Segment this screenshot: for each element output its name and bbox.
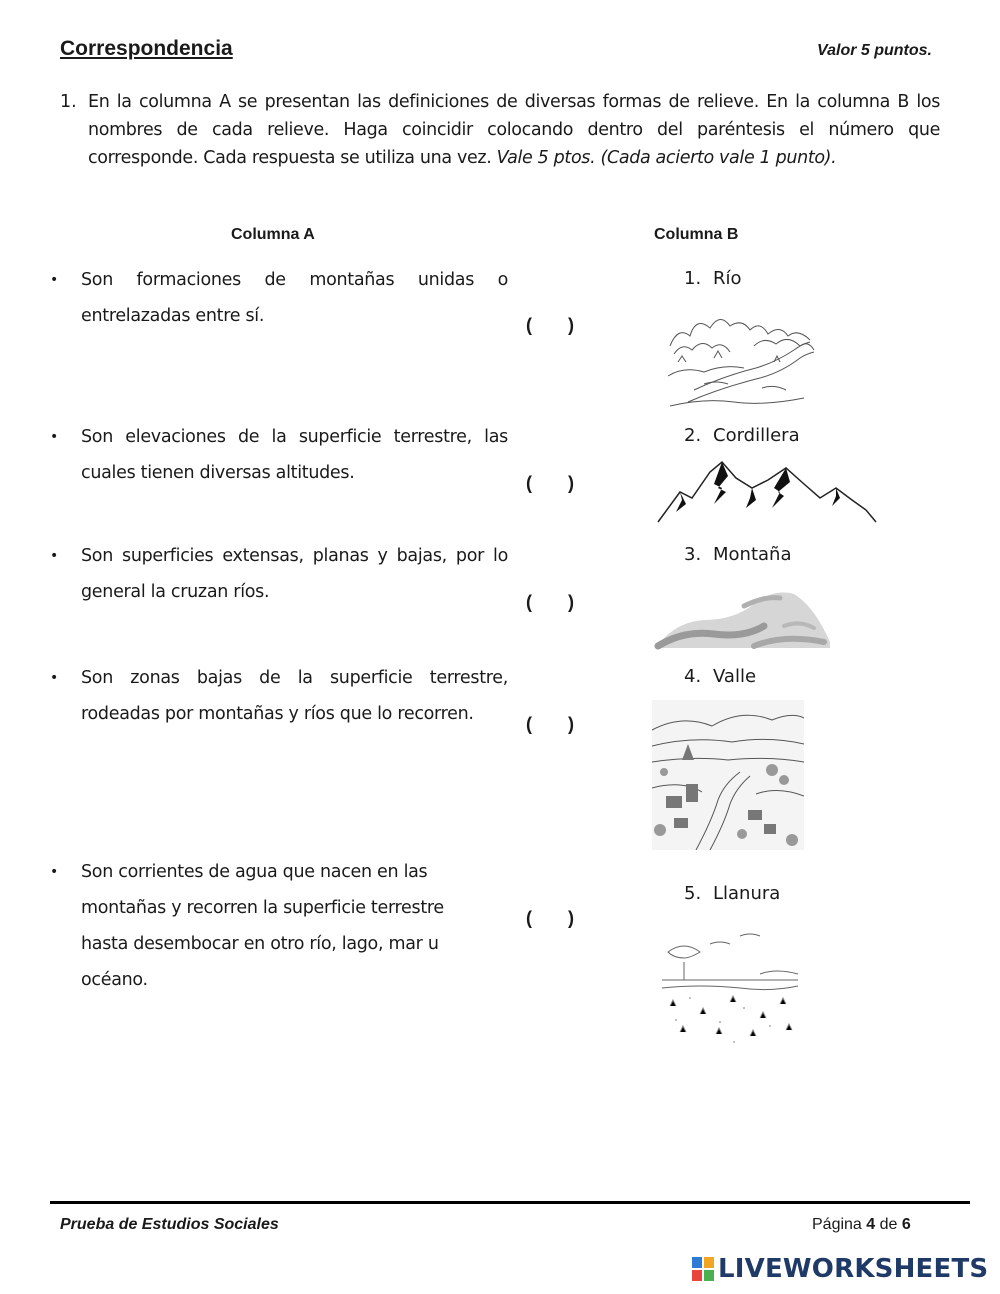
page-number: Página 4 de 6 — [812, 1216, 911, 1233]
definition-item — [50, 538, 508, 610]
answer-blank[interactable]: ( ) — [526, 714, 574, 734]
mountain-illustration — [654, 586, 832, 652]
definition-text: Son elevaciones de la superficie terrestre, las cuales tienen diversas altitudes. — [81, 427, 508, 483]
logo-icon — [692, 1257, 714, 1281]
definition-item — [50, 419, 508, 491]
liveworksheets-logo[interactable] — [692, 1254, 988, 1284]
river-illustration — [664, 306, 816, 412]
plain-illustration — [660, 922, 800, 1046]
term-cordillera: 2. Cordillera — [684, 425, 800, 446]
answer-blank[interactable]: ( ) — [526, 315, 574, 335]
definition-text: Son superficies extensas, planas y bajas, por lo general la cruzan ríos. — [81, 546, 508, 602]
term-montana: 3. Montaña — [684, 544, 792, 565]
term-rio: 1. Río — [684, 268, 742, 289]
instructions — [60, 88, 940, 172]
instruction-text: En la columna A se presentan las definiciones de diversas formas de relieve. En la columna B los nombres de cada relieve. Haga coincidir colocando dentro del paréntesis el número que corresponde. Cada respuesta se utiliza una vez. Vale 5 ptos. (Cada acierto vale 1 punto). — [88, 92, 940, 168]
definition-item — [50, 854, 470, 998]
column-b-header: Columna B — [654, 226, 739, 243]
score-value: Valor 5 puntos. — [817, 42, 932, 59]
definition-text: Son formaciones de montañas unidas o entrelazadas entre sí. — [81, 270, 508, 326]
definition-text: Son zonas bajas de la superficie terrestre, rodeadas por montañas y ríos que lo recorren. — [81, 668, 508, 724]
term-llanura: 5. Llanura — [684, 883, 781, 904]
answer-blank[interactable]: ( ) — [526, 908, 574, 928]
section-title: Correspondencia — [60, 37, 233, 60]
bullet: • — [50, 272, 58, 288]
bullet: • — [50, 670, 58, 686]
bullet: • — [50, 864, 58, 880]
answer-blank[interactable]: ( ) — [526, 473, 574, 493]
valley-illustration — [652, 700, 804, 850]
answer-blank[interactable]: ( ) — [526, 592, 574, 612]
column-a-header: Columna A — [231, 226, 315, 243]
definition-item — [50, 262, 508, 334]
bullet: • — [50, 548, 58, 564]
footer-subject: Prueba de Estudios Sociales — [60, 1216, 279, 1233]
mountain-range-illustration — [656, 458, 878, 526]
footer-divider — [50, 1201, 970, 1204]
instruction-number: 1. — [60, 92, 77, 112]
definition-text: Son corrientes de agua que nacen en las montañas y recorren la superficie terrestre hasta desembocar en otro río, lago, mar u océano. — [81, 862, 444, 990]
term-valle: 4. Valle — [684, 666, 757, 687]
instruction-italic: Vale 5 ptos. (Cada acierto vale 1 punto). — [496, 148, 837, 168]
definition-item — [50, 660, 508, 732]
brand-name: LIVEWORKSHEETS — [718, 1254, 989, 1284]
bullet: • — [50, 429, 58, 445]
